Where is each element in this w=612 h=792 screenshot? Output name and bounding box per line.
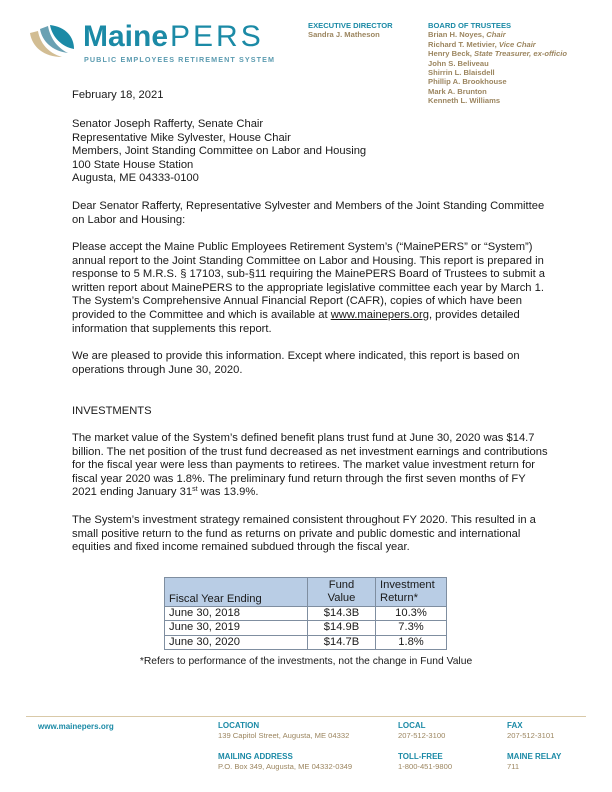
recipient-address: [72, 118, 552, 186]
market-value-paragraph: The market value of the System’s defined benefit plans trust fund at June 30, 2020 was $14.7 billion. The net position of the trust fund decreased as net investment earnings and contributions for the fiscal year were less than payments to retirees. The market value investment return for fiscal year 2020 was 1.8%. The preliminary fund return through the first seven months of FY 2021 ending January 31st was 13.9%.: [72, 432, 548, 499]
address-line: Augusta, ME 04333-0100: [72, 172, 199, 185]
executive-director-name: Sandra J. Matheson: [308, 30, 380, 40]
logo-tagline: PUBLIC EMPLOYEES RETIREMENT SYSTEM: [84, 55, 276, 64]
address-line: 100 State House Station: [72, 158, 194, 171]
footer-toll-free: TOLL-FREE 1-800-451-9800: [398, 752, 453, 771]
logo-swoosh-icon: [26, 23, 76, 59]
board-title: BOARD OF TRUSTEES: [428, 21, 512, 30]
footer-fax: FAX 207-512-3101: [507, 721, 555, 740]
table-footnote: *Refers to performance of the investments, not the change in Fund Value: [139, 656, 473, 667]
executive-director-title: EXECUTIVE DIRECTOR: [308, 21, 393, 30]
investment-returns-table: [164, 577, 447, 650]
salutation: Dear Senator Rafferty, Representative Sylvester and Members of the Joint Standing Committee on Labor and Housing:: [72, 200, 545, 226]
logo-wordmark: MainePERS: [83, 20, 264, 53]
trustee: Phillip A. Brookhouse: [428, 77, 507, 87]
footer-mailing-address: MAILING ADDRESS P.O. Box 349, Augusta, ME 04332-0349: [218, 752, 353, 771]
column-header: Fiscal Year Ending: [165, 578, 308, 607]
trustee: John S. Beliveau: [428, 58, 489, 68]
footer-maine-relay: MAINE RELAY 711: [507, 752, 562, 771]
executive-director-block: [308, 21, 393, 40]
footer-divider: [26, 716, 586, 717]
trustee: Henry Beck, State Treasurer, ex-officio: [428, 49, 568, 59]
letter-date: February 18, 2021: [72, 89, 164, 101]
section-heading-investments: INVESTMENTS: [72, 405, 152, 417]
table-row: June 30, 2019 $14.9B 7.3%: [165, 621, 447, 635]
footer-location: LOCATION 139 Capitol Street, Augusta, ME 04332: [218, 721, 350, 740]
address-line: Members, Joint Standing Committee on Labor and Housing: [72, 145, 367, 158]
footer-website-link[interactable]: www.mainepers.org: [38, 722, 114, 731]
address-line: Senator Joseph Rafferty, Senate Chair: [72, 118, 264, 130]
footer-local-phone: LOCAL 207-512-3100: [398, 721, 446, 740]
trustee: Brian H. Noyes, Chair: [428, 30, 506, 40]
scope-paragraph: We are pleased to provide this information. Except where indicated, this report is based on operations through June 30, 2020.: [72, 350, 520, 376]
intro-paragraph: Please accept the Maine Public Employees Retirement System’s (“MainePERS” or “System”) annual report to the Joint Standing Committee on Labor and Housing. This report is prepared in response to 5 M.R.S. § 17103, sub-§11 requiring the MainePERS Board of Trustees to submit a written report about MainePERS to the appropriate legislative committee each year by March 1. The System’s Comprehensive Annual Financial Report (CAFR), copies of which have been provided to the Committee and which is available at www.mainepers.org, provides detailed information that supplements this report.: [72, 241, 546, 335]
trustee: Kenneth L. Williams: [428, 96, 501, 106]
website-link[interactable]: www.mainepers.org: [330, 308, 429, 321]
address-line: Representative Mike Sylvester, House Chair: [72, 131, 291, 144]
table-header-row: [165, 578, 447, 607]
table-row: June 30, 2020 $14.7B 1.8%: [165, 635, 447, 649]
trustee: Richard T. Metivier, Vice Chair: [428, 39, 536, 49]
table-row: June 30, 2018 $14.3B 10.3%: [165, 607, 447, 621]
trustee: Shirrin L. Blaisdell: [428, 68, 495, 78]
column-header: Fund Value: [308, 578, 376, 607]
strategy-paragraph: The System’s investment strategy remained consistent throughout FY 2020. This resulted in a small positive return to the fund as returns on private and public domestic and international equities and fixed income remained subdued through the fiscal year.: [72, 514, 536, 554]
mainepers-logo: [26, 19, 286, 64]
column-header: Investment Return*: [376, 578, 447, 607]
trustee: Mark A. Brunton: [428, 86, 487, 96]
